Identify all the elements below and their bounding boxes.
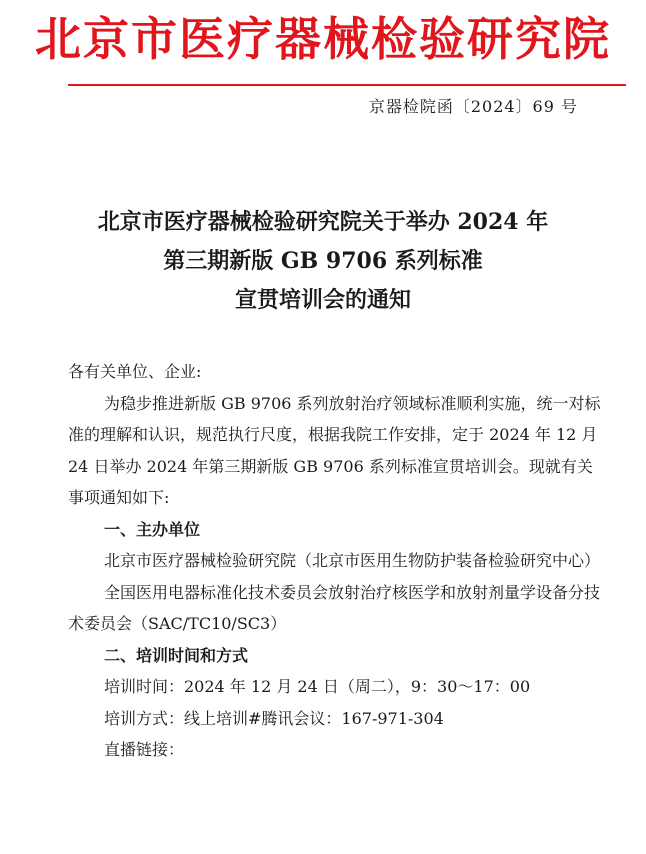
org-letterhead: 北京市医疗器械检验研究院 <box>35 12 611 66</box>
title-line-2: 第三期新版 GB 9706 系列标准 <box>163 248 483 274</box>
organizer-2: 全国医用电器标准化技术委员会放射治疗核医学和放射剂量学设备分技术委员会（SAC/TC10/SC3） <box>68 582 601 633</box>
letterhead-divider <box>68 84 626 86</box>
intro-paragraph: 为稳步推进新版 GB 9706 系列放射治疗领域标准顺利实施，统一对标准的理解和认识，规范执行尺度，根据我院工作安排，定于 2024 年 12 月 24 日举办 2024 年第三期新版 GB 9706 系列标准宣贯培训会。现就有关事项通知如下: <box>68 393 601 507</box>
salutation: 各有关单位、企业: <box>68 362 202 381</box>
training-time: 培训时间：2024 年 12 月 24 日（周二），9：30～17：00 <box>104 677 531 696</box>
title-line-1: 北京市医疗器械检验研究院关于举办 2024 年 <box>97 209 549 235</box>
section-heading-organizers: 一、主办单位 <box>104 519 201 539</box>
organizer-1: 北京市医疗器械检验研究院（北京市医用生物防护装备检验研究中心） <box>104 551 601 570</box>
live-link-label: 直播链接： <box>104 740 185 759</box>
document-title <box>40 203 606 320</box>
document-number: 京器检院函〔2024〕69 号 <box>368 97 578 116</box>
document-body <box>68 356 608 766</box>
training-method: 培训方式：线上培训#腾讯会议：167-971-304 <box>104 708 444 728</box>
section-heading-training: 二、培训时间和方式 <box>104 645 249 665</box>
title-line-3: 宣贯培训会的通知 <box>234 287 411 313</box>
